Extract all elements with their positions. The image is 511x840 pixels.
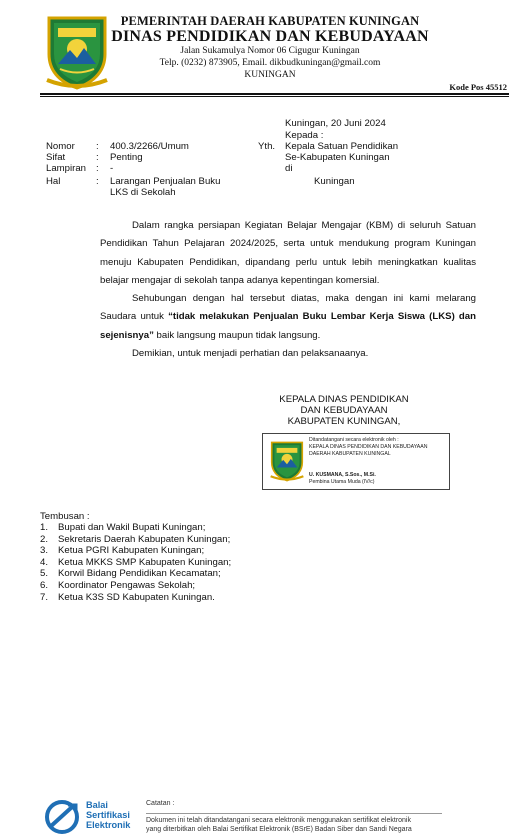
list-item [40,592,340,604]
list-item-number: 6. [40,579,49,591]
header-city: KUNINGAN [244,70,296,80]
header-rule-thin [40,96,509,97]
nomor-value: 400.3/2266/Umum [110,141,189,152]
signatory-line-1: KEPALA DINAS PENDIDIKAN [279,394,409,405]
lampiran-value: - [110,163,114,174]
bsre-brand-line-2: Sertifikasi [86,810,130,820]
list-item-text: Bupati dan Wakil Bupati Kuningan; [58,522,206,533]
body-paragraph-2 [100,290,476,345]
esign-line-1: Ditandatangani secara elektronik oleh : [309,437,399,443]
list-item-number: 4. [40,556,49,568]
bsre-logo-icon [42,799,82,835]
kuningan-crest-icon [44,14,110,90]
signatory-line-3: KABUPATEN KUNINGAN, [287,416,401,427]
list-item [40,522,340,534]
footer-note-line-1: Dokumen ini telah ditandatangani secara elektronik menggunakan sertifikat elektronik [146,817,411,824]
list-item-text: Ketua K3S SD Kabupaten Kuningan. [58,591,215,603]
header-government: PEMERINTAH DAERAH KABUPATEN KUNINGAN [120,14,420,28]
lampiran-colon: : [96,163,99,174]
header-contact: Telp. (0232) 873905, Email. dikbudkuningan@gmail.com [159,58,381,68]
p2-post: baik langsung maupun tidak langsung. [153,329,321,341]
sifat-colon: : [96,152,99,163]
list-item-number: 1. [40,522,49,533]
list-item [40,580,340,592]
body-paragraph-3: Demikian, untuk menjadi perhatian dan pelaksanaanya. [132,348,369,359]
nomor-label: Nomor [46,141,75,152]
list-item-number: 7. [40,591,49,603]
sifat-label: Sifat [46,152,66,163]
list-item-text: Sekretaris Daerah Kabupaten Kuningan; [58,533,231,545]
list-item [40,557,340,569]
sifat-value: Penting [110,152,143,163]
list-item-text: Korwil Bidang Pendidikan Kecamatan; [58,568,221,580]
tembusan-list [40,522,340,603]
esign-rank: Pembina Utama Muda (IV/c) [309,479,375,485]
esign-line-2: KEPALA DINAS PENDIDIKAN DAN KEBUDAYAAN [309,444,428,450]
hal-value-2: LKS di Sekolah [110,187,176,198]
hal-value-1: Larangan Penjualan Buku [110,176,221,187]
recipient-place: Kuningan [314,176,355,187]
bsre-brand-line-1: Balai [86,800,108,810]
header-address: Jalan Sukamulya Nomor 06 Cigugur Kuningan [180,46,360,56]
list-item-number: 2. [40,533,49,545]
esign-line-3: DAERAH KABUPATEN KUNINGAL [309,451,391,457]
esignature-box [262,433,450,490]
list-item-number: 3. [40,545,49,557]
footer-rule [146,813,442,814]
esign-crest-icon [269,439,305,483]
hal-colon: : [96,176,99,187]
footer-note-line-2: yang diterbitkan oleh Balai Sertifikat Elektronik (BSrE) Badan Siber dan Sandi Negara [146,826,412,833]
list-item-text: Ketua PGRI Kabupaten Kuningan; [58,545,205,557]
list-item-number: 5. [40,568,49,580]
yth-label: Yth. [258,141,276,152]
esign-name: U. KUSMANA, S.Sos., M.Si. [309,472,376,478]
recipient-line-1: Kepala Satuan Pendidikan [285,141,399,152]
recipient-label: Kepada : [285,130,324,141]
list-item [40,545,340,557]
recipient-di: di [285,163,293,174]
list-item-text: Koordinator Pengawas Sekolah; [58,579,196,591]
tembusan-label: Tembusan : [40,511,90,522]
lampiran-label: Lampiran [46,163,86,174]
recipient-line-2: Se-Kabupaten Kuningan [285,152,390,163]
p2-pre: Sehubungan dengan hal tersebut diatas, maka dengan ini kami melarang Saudara untuk [100,293,476,323]
bsre-brand-line-3: Elektronik [86,820,131,830]
postal-code: Kode Pos 45512 [449,82,507,92]
bsre-brand [86,800,130,830]
list-item [40,534,340,546]
nomor-colon: : [96,141,99,152]
header-rule-thick [40,93,509,95]
body-paragraph-1: Dalam rangka persiapan Kegiatan Belajar Mengajar (KBM) di seluruh Satuan Pendidikan Tahun Pelajaran 2024/2025, serta untuk mendukung program Kuningan menuju Kabupaten Pendidikan, dipandang perlu untuk lebih meningkatkan kualitas belajar mengajar di sekolah tanpa adanya kepentingan komersial. [100,220,476,287]
list-item-text: Ketua MKKS SMP Kabupaten Kuningan; [58,556,232,568]
footer-note-label: Catatan : [146,800,175,807]
list-item [40,568,340,580]
p2-emphasis: “tidak melakukan Penjualan Buku Lembar Kerja Siswa (LKS) dan sejenisnya” [100,311,476,341]
header-agency: DINAS PENDIDIKAN DAN KEBUDAYAAN [111,28,429,45]
signatory-line-2: DAN KEBUDAYAAN [300,405,388,416]
hal-label: Hal [46,176,61,187]
letter-date: Kuningan, 20 Juni 2024 [285,118,386,129]
